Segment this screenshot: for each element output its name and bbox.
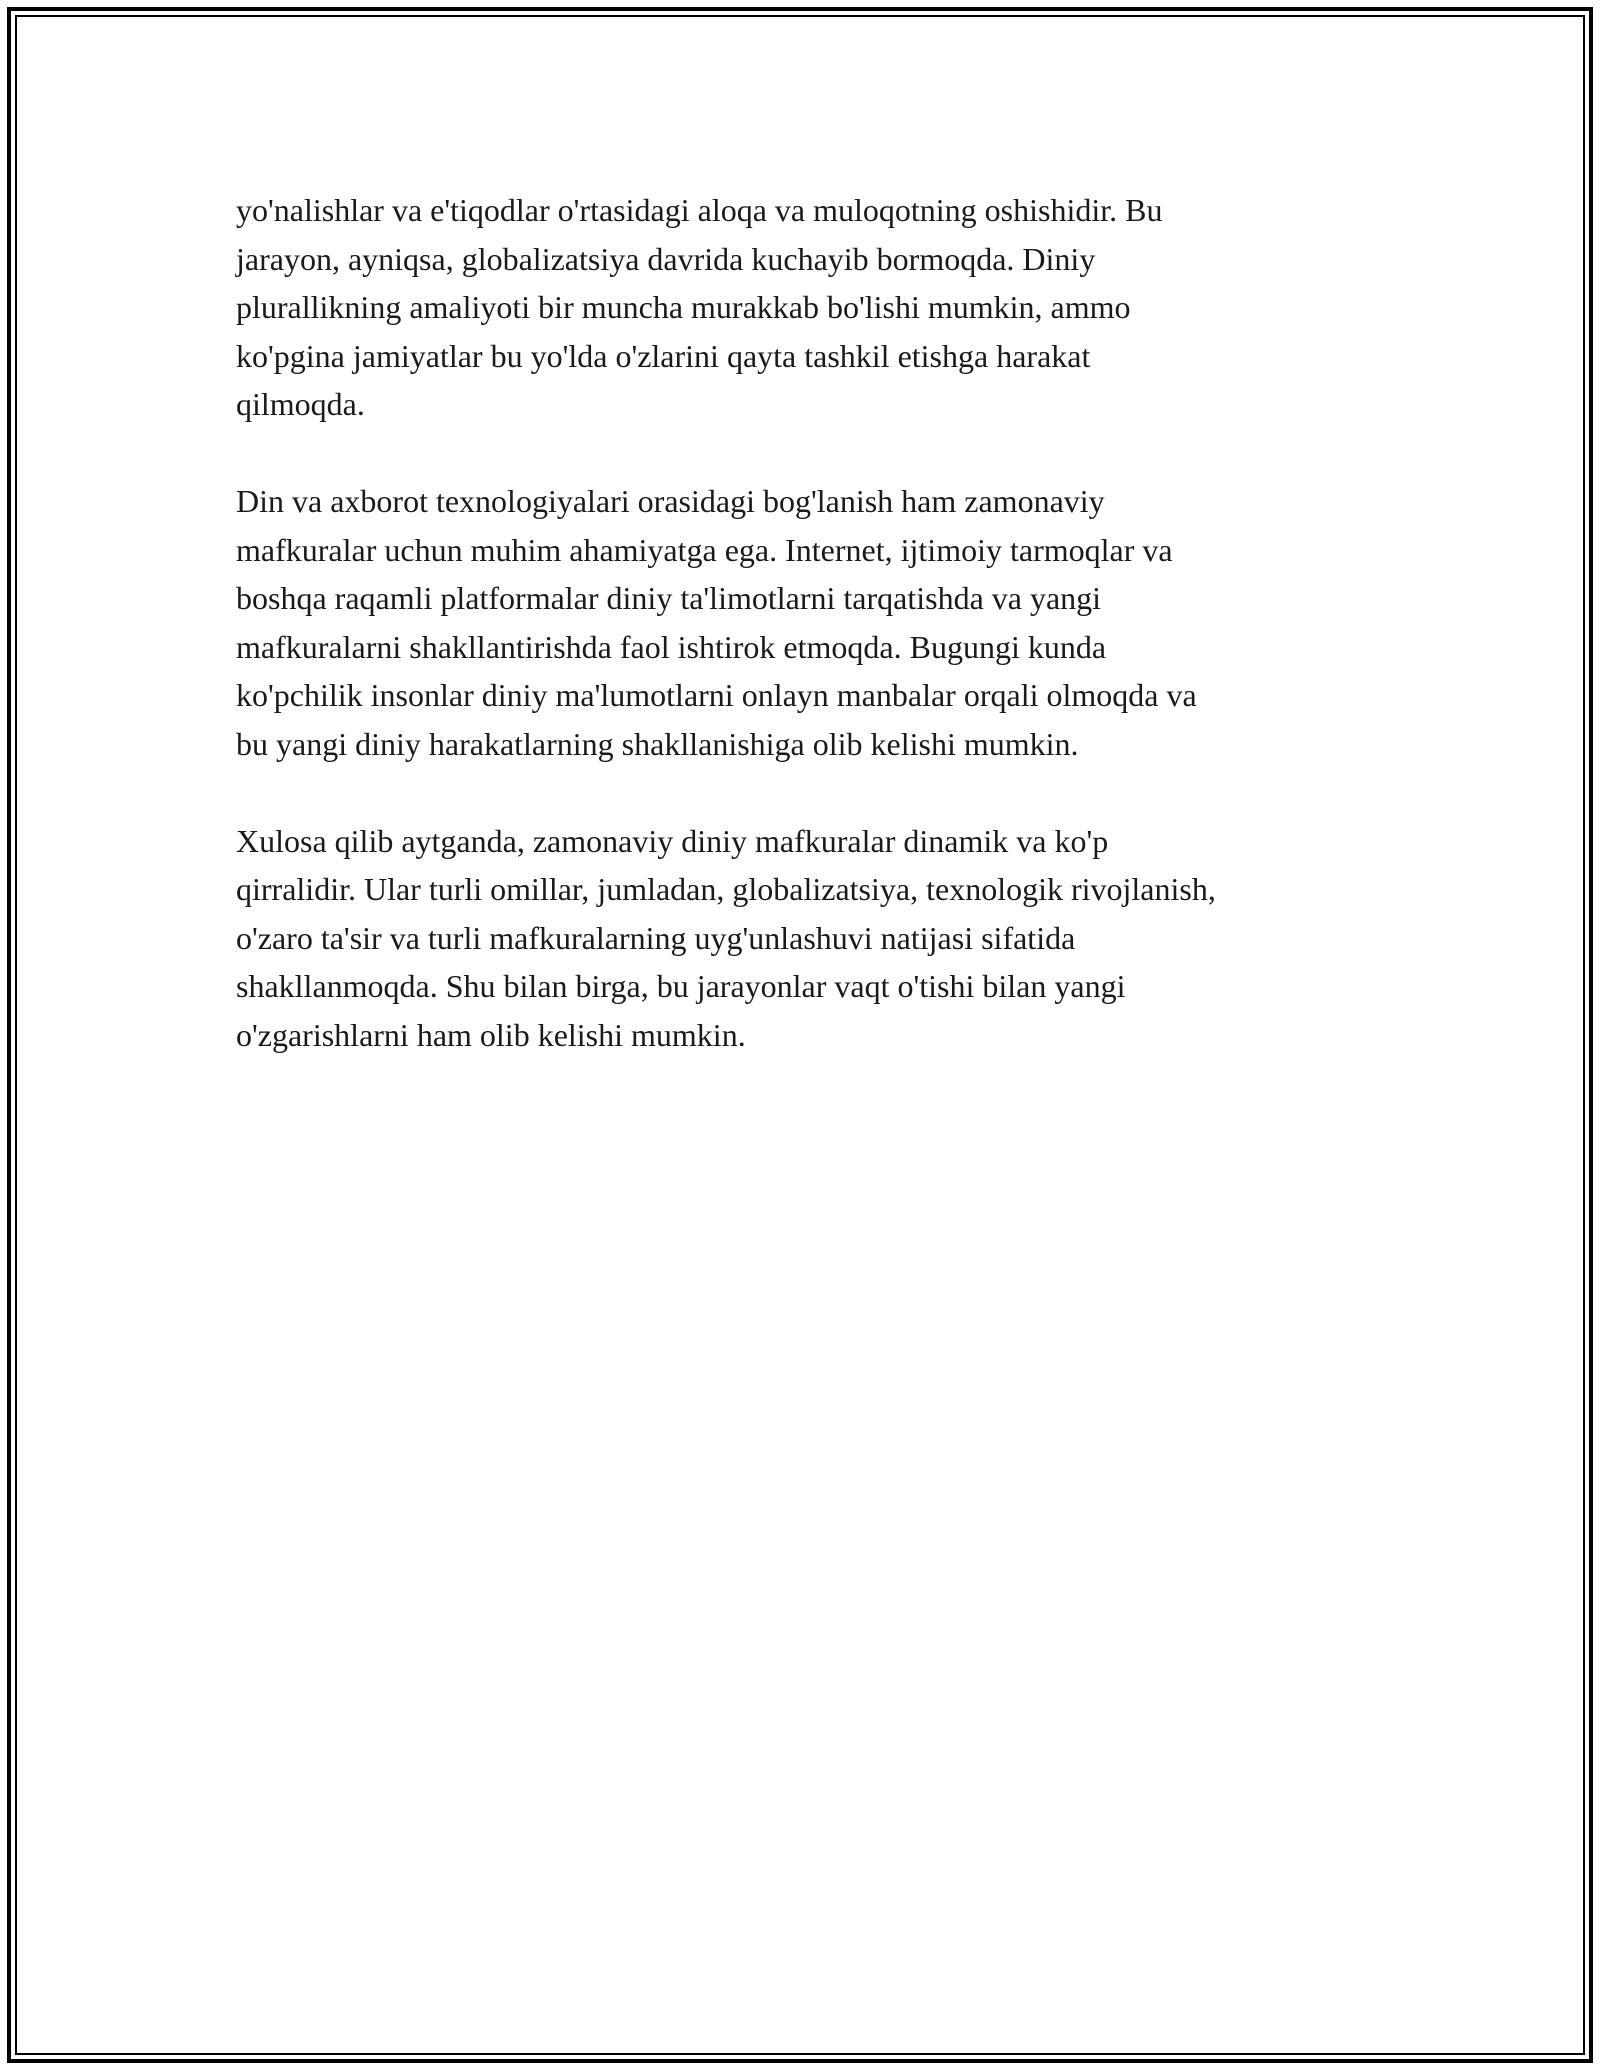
paragraph-conclusion: Xulosa qilib aytganda, zamonaviy diniy mafkuralar dinamik va ko'p qirralidir. Ular turli omillar, jumladan, globalizatsiya, texnologik rivojlanish, o'zaro ta'sir va turli mafkuralarning uyg'unlashuvi natijasi sifatida shakllanmoqda. Shu bilan birga, bu jarayonlar vaqt o'tishi bilan yangi o'zgarishlarni ham olib kelishi mumkin. — [236, 822, 1216, 1053]
paragraph-religious-pluralism: yo'nalishlar va e'tiqodlar o'rtasidagi aloqa va muloqotning oshishidir. Bu jarayon, ayniqsa, globalizatsiya davrida kuchayib bormoqda. Diniy plurallikning amaliyoti bir muncha murakkab bo'lishi mumkin, ammo ko'pgina jamiyatlar bu yo'lda o'zlarini qayta tashkil etishga harakat qilmoqda. — [236, 192, 1163, 422]
document-body — [236, 186, 1376, 1108]
paragraph-information-technology: Din va axborot texnologiyalari orasidagi bog'lanish ham zamonaviy mafkuralar uchun muhim ahamiyatga ega. Internet, ijtimoiy tarmoqlar va boshqa raqamli platformalar diniy ta'limotlarni tarqatishda va yangi mafkuralarni shakllantirishda faol ishtirok etmoqda. Bugungi kunda ko'pchilik insonlar diniy ma'lumotlarni onlayn manbalar orqali olmoqda va bu yangi diniy harakatlarning shakllanishiga olib kelishi mumkin. — [236, 483, 1197, 762]
